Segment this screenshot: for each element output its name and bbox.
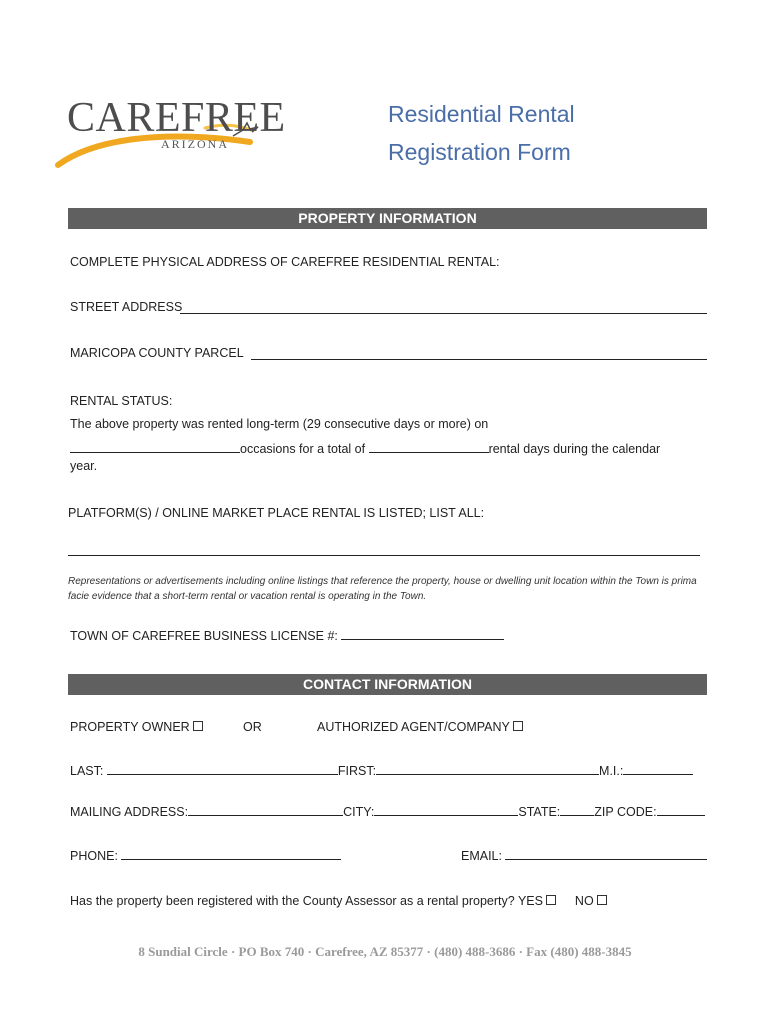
business-license-row bbox=[70, 627, 504, 643]
zip-code-field[interactable] bbox=[657, 803, 705, 816]
prima-facie-note: Representations or advertisements including online listings that reference the property, house or dwelling unit location within the Town is prima facie evidence that a short-term rental or vacation rental is operating in the Town. bbox=[68, 576, 697, 602]
rental-days-field[interactable] bbox=[369, 440, 489, 453]
logo-subtitle: ARIZONA bbox=[161, 137, 229, 151]
assessor-yes-checkbox[interactable] bbox=[546, 895, 556, 905]
first-name-field[interactable] bbox=[376, 762, 599, 775]
form-title-line2: Registration Form bbox=[388, 139, 571, 165]
logo-wordmark: CAREFREE bbox=[67, 95, 286, 141]
street-address-label: STREET ADDRESS bbox=[70, 300, 183, 314]
last-name-label: LAST: bbox=[70, 764, 104, 778]
state-field[interactable] bbox=[560, 803, 594, 816]
rental-status-label: RENTAL STATUS: bbox=[70, 394, 173, 408]
occasions-text: occasions for a total of bbox=[240, 442, 366, 456]
email-field[interactable] bbox=[505, 847, 707, 860]
business-license-field[interactable] bbox=[341, 627, 504, 640]
carefree-logo bbox=[55, 90, 286, 180]
year-text: year. bbox=[70, 459, 98, 473]
authorized-agent-label: AUTHORIZED AGENT/COMPANY bbox=[317, 720, 510, 734]
rental-days-text: rental days during the calendar bbox=[488, 442, 661, 456]
assessor-question: Has the property been registered with the County Assessor as a rental property? bbox=[70, 894, 515, 908]
rental-occasions-line bbox=[70, 440, 660, 456]
assessor-no-label: NO bbox=[574, 894, 594, 908]
phone-label: PHONE: bbox=[70, 849, 118, 863]
state-label: STATE: bbox=[518, 805, 561, 819]
middle-initial-label: M.I.: bbox=[599, 764, 624, 778]
property-owner-checkbox[interactable] bbox=[193, 721, 203, 731]
city-label: CITY: bbox=[343, 805, 375, 819]
email-row bbox=[461, 847, 707, 863]
contact-section-header: CONTACT INFORMATION bbox=[68, 674, 707, 695]
city-field[interactable] bbox=[374, 803, 518, 816]
last-name-field[interactable] bbox=[107, 762, 338, 775]
email-label: EMAIL: bbox=[461, 849, 502, 863]
property-owner-label: PROPERTY OWNER bbox=[70, 720, 190, 734]
rental-status-sentence: The above property was rented long-term (29 consecutive days or more) on bbox=[70, 417, 489, 431]
or-label: OR bbox=[243, 720, 262, 734]
platform-field[interactable] bbox=[68, 555, 700, 556]
zip-code-label: ZIP CODE: bbox=[594, 805, 657, 819]
occasions-field[interactable] bbox=[70, 440, 240, 453]
assessor-no-checkbox[interactable] bbox=[597, 895, 607, 905]
footer-address: 8 Sundial Circle · PO Box 740 · Carefree, AZ 85377 · (480) 488-3686 · Fax (480) 488-3845 bbox=[138, 944, 632, 959]
mailing-address-field[interactable] bbox=[188, 803, 343, 816]
business-license-label: TOWN OF CAREFREE BUSINESS LICENSE #: bbox=[70, 629, 338, 643]
phone-row bbox=[70, 847, 341, 863]
authorized-agent-checkbox[interactable] bbox=[513, 721, 523, 731]
parcel-label: MARICOPA COUNTY PARCEL bbox=[70, 346, 244, 360]
form-title-line1: Residential Rental bbox=[388, 101, 575, 127]
mailing-address-label: MAILING ADDRESS: bbox=[70, 805, 189, 819]
street-address-field[interactable] bbox=[180, 313, 707, 314]
platform-label: PLATFORM(S) / ONLINE MARKET PLACE RENTAL IS LISTED; LIST ALL: bbox=[68, 506, 485, 520]
assessor-row bbox=[70, 894, 607, 908]
mailing-row bbox=[70, 803, 705, 819]
middle-initial-field[interactable] bbox=[623, 762, 693, 775]
agent-option bbox=[317, 720, 523, 734]
phone-field[interactable] bbox=[121, 847, 341, 860]
name-row bbox=[70, 762, 693, 778]
property-section-header: PROPERTY INFORMATION bbox=[68, 208, 707, 229]
first-name-label: FIRST: bbox=[337, 764, 377, 778]
owner-option bbox=[70, 720, 203, 734]
address-prompt: COMPLETE PHYSICAL ADDRESS OF CAREFREE RESIDENTIAL RENTAL: bbox=[70, 255, 500, 269]
assessor-yes-label: YES bbox=[517, 894, 543, 908]
parcel-field[interactable] bbox=[251, 359, 707, 360]
